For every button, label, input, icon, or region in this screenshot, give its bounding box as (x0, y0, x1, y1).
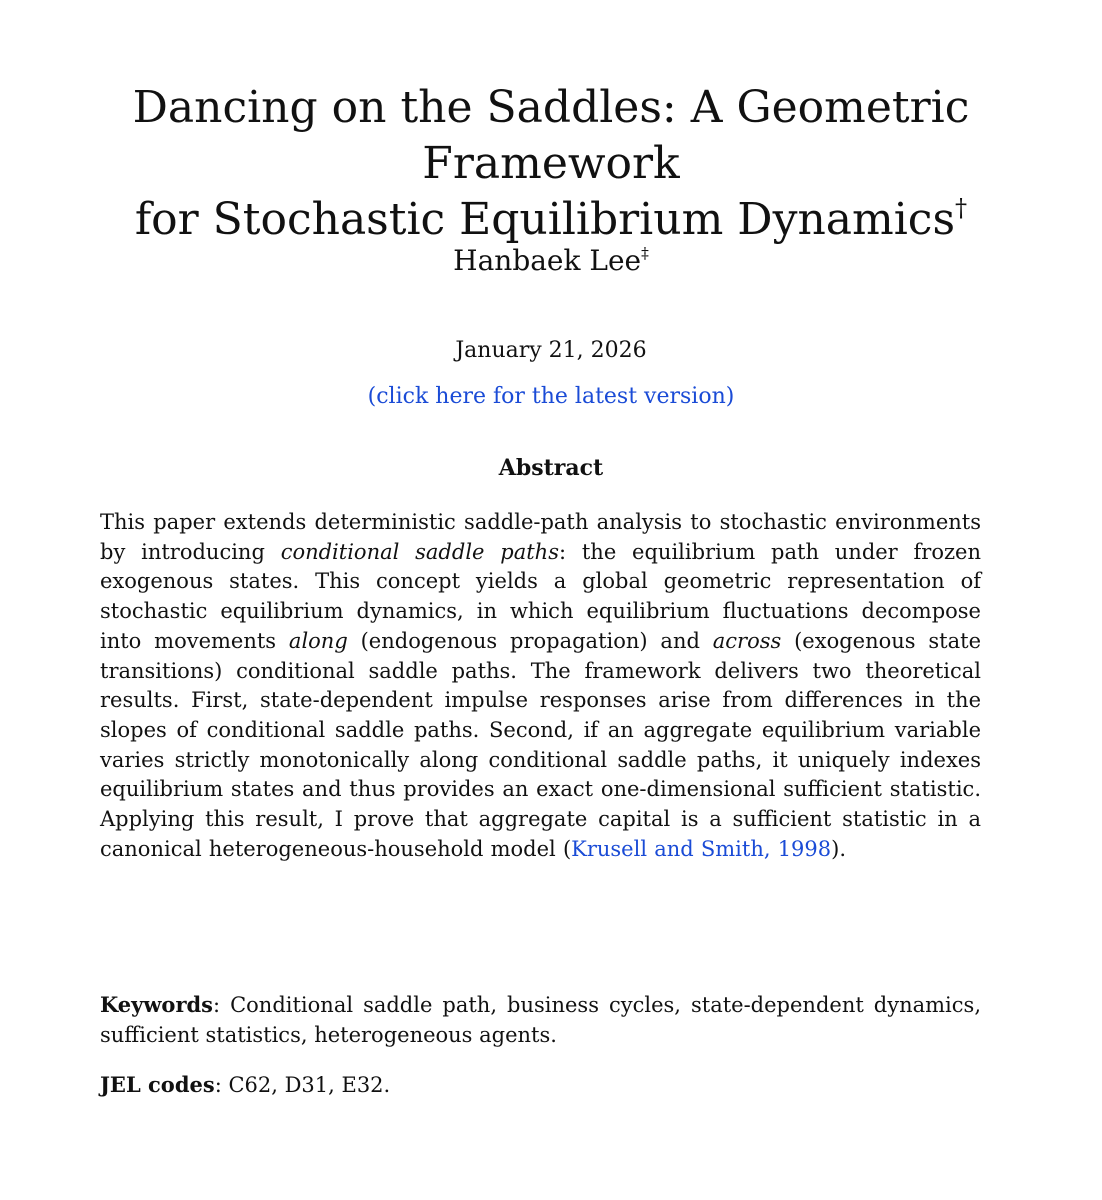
abstract-emphasis-conditional-saddle-paths: conditional saddle paths (280, 539, 559, 564)
citation-link-krusell-smith[interactable]: Krusell and Smith, 1998 (571, 836, 832, 861)
author-footnote-mark[interactable]: ‡ (641, 244, 649, 263)
title-line-2-text: for Stochastic Equilibrium Dynamics (134, 194, 956, 245)
paper-date: January 21, 2026 (455, 338, 647, 363)
abstract-text-2: : the equilibrium path under frozen exogenous states. This concept yields a global geometric representation of stochastic equilibrium dynamics, in which equilibrium fluctuations decompose into movements (100, 539, 981, 653)
abstract-heading: Abstract (498, 455, 604, 481)
author (0, 244, 1102, 277)
abstract-text-3: (endogenous propagation) and (347, 628, 713, 653)
title-line-1: Dancing on the Saddles: A Geometric Framework (132, 82, 970, 189)
abstract-text-1: This paper extends deterministic saddle-path analysis to stochastic environments by introducing (100, 510, 981, 564)
jel-codes (100, 1070, 981, 1100)
paper-title (0, 80, 1102, 248)
latest-version-link[interactable]: (click here for the latest version) (367, 384, 735, 409)
jel-label: JEL codes (100, 1072, 215, 1097)
keywords (100, 990, 981, 1050)
abstract-text-5: ). (831, 836, 847, 861)
jel-text: : C62, D31, E32. (214, 1073, 391, 1097)
keywords-text: : Conditional saddle path, business cycles, state-dependent dynamics, sufficient statistics, heterogeneous agents. (100, 993, 981, 1047)
abstract-emphasis-along: along (288, 628, 348, 653)
title-footnote-mark[interactable]: † (955, 193, 968, 222)
abstract-emphasis-across: across (712, 628, 782, 653)
abstract-text-4: (exogenous state transitions) conditional saddle paths. The framework delivers two theoretical results. First, state-dependent impulse responses arise from differences in the slopes of conditional saddle paths. Second, if an aggregate equilibrium variable varies strictly monotonically along conditional saddle paths, it uniquely indexes equilibrium states and thus provides an exact one-dimensional sufficient statistic. Applying this result, I prove that aggregate capital is a sufficient statistic in a canonical heterogeneous-household model ( (100, 628, 981, 861)
author-name: Hanbaek Lee (453, 244, 642, 277)
keywords-label: Keywords (100, 992, 214, 1017)
title-line-2 (0, 192, 1102, 248)
abstract-body (100, 508, 981, 864)
